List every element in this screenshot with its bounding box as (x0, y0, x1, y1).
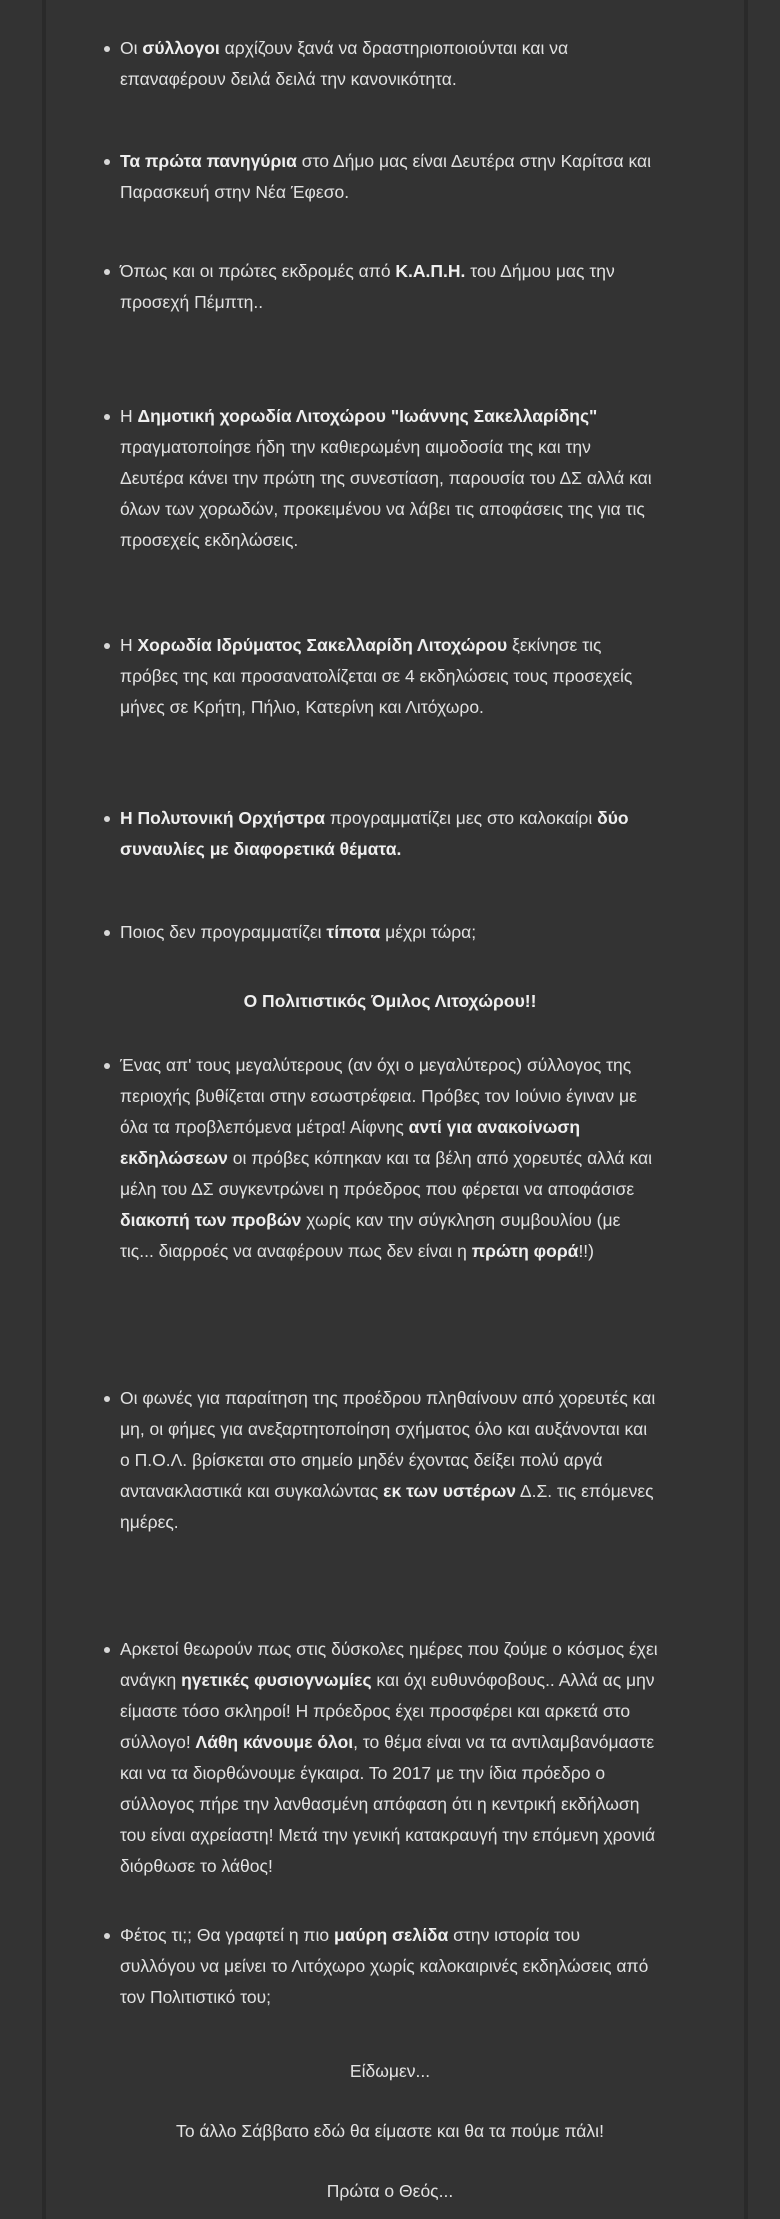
bullet-icon (104, 269, 110, 275)
bold-text: πρώτη φορά (471, 1241, 579, 1261)
list-item (120, 630, 658, 723)
text-segment: , το θέμα είναι να τα αντιλαμβανόμαστε και να τα διορθώνουμε έγκαιρα. Το 2017 με την ίδια πρόεδρο ο σύλλογος πήρε την λανθασμένη απόφαση ότι η κεντρική εκδήλωση του είναι αχρείαστη! Μετά την γενική κατακραυγή την επόμενη χρονιά διόρθωσε το λάθος! (120, 1732, 656, 1876)
bold-text: σύλλογοι (142, 38, 220, 58)
bullet-icon (104, 414, 110, 420)
list-item (120, 33, 658, 95)
list-item (120, 146, 658, 208)
bullet-icon (104, 1396, 110, 1402)
list-item (120, 1634, 658, 1882)
list-item (120, 401, 658, 556)
bold-text: τίποτα (326, 922, 381, 942)
bold-text: ηγετικές φυσιογνωμίες (181, 1670, 372, 1690)
list-item (120, 917, 658, 948)
text-segment: χωρίς καν την σύγκληση συμβουλίου (με τις... διαρροές να αναφέρουν πως δεν είναι η (120, 1210, 621, 1261)
text-segment: ξεκίνησε τις πρόβες της και προσανατολίζεται σε 4 εκδηλώσεις τους προσεχείς μήνες σε Κρήτη, Πήλιο, Κατερίνη και Λιτόχωρο. (120, 635, 633, 717)
text-segment: Ποιος δεν προγραμματίζει (120, 922, 327, 942)
list-item (120, 1383, 658, 1538)
bullet-icon (104, 643, 110, 649)
text-segment: και όχι ευθυνόφοβους.. Αλλά ας μην είμαστε τόσο σκληροί! Η πρόεδρος έχει προσφέρει και αρκετά στο σύλλογο! (120, 1670, 655, 1752)
bold-text: εκ των υστέρων (383, 1481, 516, 1501)
right-border (744, 0, 748, 2219)
text-segment: αρχίζουν ξανά να δραστηριοποιούνται και να επαναφέρουν δειλά δειλά την κανονικότητα. (120, 38, 569, 89)
text-segment: πραγματοποίησε ήδη την καθιερωμένη αιμοδοσία της και την Δευτέρα κάνει την πρώτη της συνεστίαση, παρουσία του ΔΣ αλλά και όλων των χορωδών, προκειμένου να λάβει τις αποφάσεις της για τις προσεχείς εκδηλώσεις. (120, 437, 652, 550)
text-segment: Οι φωνές για παραίτηση της προέδρου πληθαίνουν από χορευτές και μη, οι φήμες για ανεξαρτητοποίηση σχήματος όλο και αυξάνονται και ο Π.Ο.Λ. βρίσκεται στο σημείο μηδέν έχοντας δείξει πολύ αργά αντανακλαστικά και συγκαλώντας (120, 1388, 656, 1501)
bold-text: μαύρη σελίδα (333, 1925, 449, 1945)
text-segment: στην ιστορία του συλλόγου να μείνει το Λιτόχωρο χωρίς καλοκαιρινές εκδηλώσεις από τον Πολιτιστικό του; (120, 1925, 649, 2007)
text-segment: προγραμματίζει μες στο καλοκαίρι (324, 808, 598, 828)
text-segment: Αρκετοί θεωρούν πως στις δύσκολες ημέρες που ζούμε ο κόσμος έχει ανάγκη (120, 1639, 658, 1690)
bold-text: Κ.Α.Π.Η. (395, 261, 466, 281)
text-segment: !!) (578, 1241, 594, 1261)
text-segment: Οι (120, 38, 143, 58)
bold-text: διακοπή των προβών (120, 1210, 302, 1230)
list-item (120, 256, 658, 318)
text-segment: στο Δήμο μας είναι Δευτέρα στην Καρίτσα και Παρασκευή στην Νέα Έφεσο. (120, 151, 652, 202)
list-item (120, 1050, 658, 1267)
bold-text: Η Πολυτονική Ορχήστρα (120, 808, 325, 828)
text-segment: οι πρόβες κόπηκαν και τα βέλη από χορευτές αλλά και μέλη του ΔΣ συγκεντρώνει η πρόεδρος που φέρεται να αποφάσισε (120, 1148, 652, 1199)
bullet-icon (104, 1933, 110, 1939)
bullet-icon (104, 159, 110, 165)
text-segment: Όπως και οι πρώτες εκδρομές από (120, 261, 396, 281)
section-heading: Ο Πολιτιστικός Όμιλος Λιτοχώρου!! (243, 991, 537, 1011)
bold-text: Χορωδία Ιδρύματος Σακελλαρίδη Λιτοχώρου (137, 635, 508, 655)
list-item (120, 803, 658, 865)
bullet-icon (104, 1063, 110, 1069)
text-segment: μέχρι τώρα; (380, 922, 477, 942)
text-segment: Η (120, 635, 138, 655)
closing-text: Πρώτα ο Θεός... (326, 2181, 454, 2201)
bold-text: Λάθη κάνουμε όλοι (195, 1732, 354, 1752)
bold-text: Τα πρώτα πανηγύρια (120, 151, 297, 171)
text-segment: Φέτος τι;; Θα γραφτεί η πιο (120, 1925, 334, 1945)
bullet-icon (104, 930, 110, 936)
bullet-icon (104, 46, 110, 52)
left-border (42, 0, 46, 2219)
bold-text: αντί για ανακοίνωση εκδηλώσεων (120, 1117, 581, 1168)
next-week-text: Το άλλο Σάββατο εδώ θα είμαστε και θα τα πούμε πάλι! (176, 2121, 604, 2141)
bold-text: Δημοτική χορωδία Λιτοχώρου "Ιωάννης Σακελλαρίδης" (137, 406, 598, 426)
bullet-icon (104, 816, 110, 822)
text-segment: του Δήμου μας την προσεχή Πέμπτη.. (120, 261, 615, 312)
bold-text: δύο συναυλίες με διαφορετικά θέματα. (120, 808, 629, 859)
text-segment: Δ.Σ. τις επόμενες ημέρες. (120, 1481, 654, 1532)
text-segment: Ένας απ' τους μεγαλύτερους (αν όχι ο μεγαλύτερος) σύλλογος της περιοχής βυθίζεται στην εσωστρέφεια. Πρόβες τον Ιούνιο έγιναν με όλα τα προβλεπόμενα μέτρα! Αίφνης (120, 1055, 637, 1137)
farewell-text: Είδωμεν... (349, 2061, 431, 2081)
text-segment: Η (120, 406, 138, 426)
bullet-icon (104, 1647, 110, 1653)
list-item (120, 1920, 658, 2013)
